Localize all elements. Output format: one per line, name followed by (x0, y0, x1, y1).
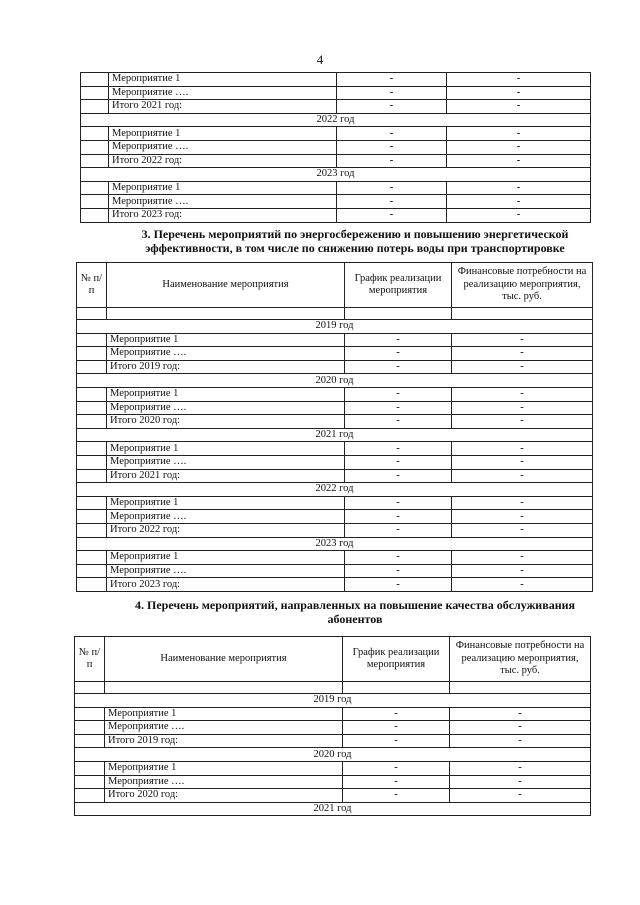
table-row (75, 775, 591, 789)
schedule-value: - (345, 578, 452, 592)
section4-table (74, 636, 591, 816)
row-number (77, 387, 107, 401)
row-number (81, 154, 109, 168)
year-row (77, 374, 593, 388)
year-row (81, 113, 591, 127)
measure-name: Мероприятие 1 (107, 496, 345, 510)
total-label: Итого 2023 год: (107, 578, 345, 592)
schedule-value: - (337, 154, 447, 168)
schedule-value: - (345, 333, 452, 347)
row-number (81, 140, 109, 154)
schedule-value: - (337, 208, 447, 222)
schedule-value: - (345, 469, 452, 483)
header-num: № п/п (77, 263, 107, 308)
year-label: 2021 год (77, 428, 593, 442)
year-row (77, 483, 593, 497)
blank-row (77, 308, 593, 320)
year-row (75, 802, 591, 816)
table-row (81, 73, 591, 87)
table-row (75, 707, 591, 721)
row-number (77, 564, 107, 578)
row-number (81, 208, 109, 222)
table-row (81, 140, 591, 154)
measure-name: Мероприятие …. (107, 564, 345, 578)
measure-name: Мероприятие 1 (107, 387, 345, 401)
schedule-value: - (345, 442, 452, 456)
finance-value: - (452, 469, 593, 483)
header-finance: Финансовые потребности на реализацию мероприятия, тыс. руб. (452, 263, 593, 308)
top-table (80, 72, 591, 223)
table-row (77, 455, 593, 469)
finance-value: - (452, 510, 593, 524)
section4-title: 4. Перечень мероприятий, направленных на повышение качества обслуживания абонентов (134, 598, 576, 626)
table-row (77, 564, 593, 578)
measure-name: Мероприятие 1 (105, 761, 343, 775)
finance-value: - (447, 140, 591, 154)
year-label: 2022 год (77, 483, 593, 497)
table-row (77, 496, 593, 510)
year-row (75, 694, 591, 708)
finance-value: - (450, 721, 591, 735)
total-label: Итого 2021 год: (107, 469, 345, 483)
finance-value: - (447, 86, 591, 100)
measure-name: Мероприятие …. (109, 86, 337, 100)
finance-value: - (452, 387, 593, 401)
table-row (81, 195, 591, 209)
row-number (81, 100, 109, 114)
finance-value: - (447, 73, 591, 87)
row-number (81, 86, 109, 100)
finance-value: - (450, 734, 591, 748)
total-row (77, 415, 593, 429)
measure-name: Мероприятие 1 (107, 333, 345, 347)
schedule-value: - (345, 347, 452, 361)
total-row (81, 100, 591, 114)
header-schedule: График реализации мероприятия (345, 263, 452, 308)
finance-value: - (452, 333, 593, 347)
schedule-value: - (337, 195, 447, 209)
schedule-value: - (345, 510, 452, 524)
finance-value: - (447, 154, 591, 168)
year-label: 2020 год (77, 374, 593, 388)
header-name: Наименование мероприятия (107, 263, 345, 308)
finance-value: - (447, 100, 591, 114)
measure-name: Мероприятие 1 (109, 73, 337, 87)
measure-name: Мероприятие …. (109, 195, 337, 209)
total-row (81, 154, 591, 168)
finance-value: - (447, 127, 591, 141)
measure-name: Мероприятие 1 (105, 707, 343, 721)
row-number (77, 333, 107, 347)
header-finance: Финансовые потребности на реализацию мероприятия, тыс. руб. (450, 637, 591, 682)
measure-name: Мероприятие 1 (107, 442, 345, 456)
row-number (77, 442, 107, 456)
year-label: 2023 год (81, 168, 591, 182)
total-row (77, 523, 593, 537)
table-row (77, 401, 593, 415)
row-number (77, 578, 107, 592)
table-row (75, 721, 591, 735)
row-number (75, 775, 105, 789)
finance-value: - (452, 523, 593, 537)
table-row (77, 551, 593, 565)
measure-name: Мероприятие …. (107, 401, 345, 415)
measure-name: Мероприятие …. (105, 721, 343, 735)
schedule-value: - (345, 551, 452, 565)
schedule-value: - (345, 360, 452, 374)
table-row (77, 510, 593, 524)
measure-name: Мероприятие …. (107, 455, 345, 469)
row-number (77, 360, 107, 374)
schedule-value: - (345, 455, 452, 469)
finance-value: - (452, 360, 593, 374)
year-label: 2022 год (81, 113, 591, 127)
year-row (81, 168, 591, 182)
measure-name: Мероприятие …. (109, 140, 337, 154)
row-number (77, 415, 107, 429)
measure-name: Мероприятие 1 (109, 181, 337, 195)
total-label: Итого 2020 год: (107, 415, 345, 429)
schedule-value: - (345, 523, 452, 537)
row-number (81, 181, 109, 195)
finance-value: - (452, 401, 593, 415)
row-number (75, 789, 105, 803)
row-number (77, 401, 107, 415)
measure-name: Мероприятие 1 (107, 551, 345, 565)
schedule-value: - (337, 181, 447, 195)
row-number (75, 721, 105, 735)
finance-value: - (450, 707, 591, 721)
blank-row (75, 682, 591, 694)
row-number (77, 523, 107, 537)
total-row (77, 469, 593, 483)
measure-name: Мероприятие 1 (109, 127, 337, 141)
year-label: 2019 год (77, 320, 593, 334)
page-number: 4 (316, 52, 324, 67)
table-row (77, 347, 593, 361)
header-num: № п/п (75, 637, 105, 682)
table-row (77, 333, 593, 347)
schedule-value: - (343, 775, 450, 789)
year-row (77, 428, 593, 442)
header-schedule: График реализации мероприятия (343, 637, 450, 682)
row-number (81, 127, 109, 141)
schedule-value: - (343, 707, 450, 721)
total-row (77, 360, 593, 374)
row-number (75, 734, 105, 748)
total-label: Итого 2023 год: (109, 208, 337, 222)
finance-value: - (447, 195, 591, 209)
finance-value: - (452, 455, 593, 469)
total-row (75, 734, 591, 748)
schedule-value: - (337, 100, 447, 114)
table-header (75, 637, 591, 682)
table-header (77, 263, 593, 308)
total-row (75, 789, 591, 803)
finance-value: - (450, 761, 591, 775)
finance-value: - (452, 564, 593, 578)
schedule-value: - (343, 761, 450, 775)
finance-value: - (447, 208, 591, 222)
year-label: 2020 год (75, 748, 591, 762)
year-row (77, 320, 593, 334)
schedule-value: - (345, 401, 452, 415)
total-label: Итого 2021 год: (109, 100, 337, 114)
row-number (77, 455, 107, 469)
section3-title: 3. Перечень мероприятий по энергосбережению и повышению энергетической эффективности, в том числе по снижению потерь воды при транспортировке (141, 227, 569, 255)
row-number (77, 496, 107, 510)
measure-name: Мероприятие …. (105, 775, 343, 789)
year-label: 2021 год (75, 802, 591, 816)
measure-name: Мероприятие …. (107, 510, 345, 524)
finance-value: - (452, 415, 593, 429)
schedule-value: - (343, 721, 450, 735)
finance-value: - (452, 496, 593, 510)
finance-value: - (452, 347, 593, 361)
row-number (77, 551, 107, 565)
schedule-value: - (337, 86, 447, 100)
finance-value: - (450, 789, 591, 803)
schedule-value: - (337, 73, 447, 87)
finance-value: - (452, 442, 593, 456)
table-row (77, 387, 593, 401)
total-row (77, 578, 593, 592)
total-label: Итого 2022 год: (107, 523, 345, 537)
total-label: Итого 2020 год: (105, 789, 343, 803)
schedule-value: - (337, 140, 447, 154)
row-number (81, 73, 109, 87)
row-number (75, 761, 105, 775)
finance-value: - (450, 775, 591, 789)
finance-value: - (452, 551, 593, 565)
total-label: Итого 2022 год: (109, 154, 337, 168)
table-row (75, 761, 591, 775)
measure-name: Мероприятие …. (107, 347, 345, 361)
schedule-value: - (343, 789, 450, 803)
year-row (77, 537, 593, 551)
finance-value: - (447, 181, 591, 195)
schedule-value: - (345, 415, 452, 429)
row-number (77, 510, 107, 524)
year-label: 2023 год (77, 537, 593, 551)
schedule-value: - (345, 496, 452, 510)
header-name: Наименование мероприятия (105, 637, 343, 682)
row-number (81, 195, 109, 209)
schedule-value: - (343, 734, 450, 748)
table-row (81, 86, 591, 100)
total-row (81, 208, 591, 222)
total-label: Итого 2019 год: (105, 734, 343, 748)
row-number (77, 469, 107, 483)
table-row (81, 127, 591, 141)
finance-value: - (452, 578, 593, 592)
schedule-value: - (337, 127, 447, 141)
section3-table (76, 262, 593, 592)
schedule-value: - (345, 387, 452, 401)
table-row (81, 181, 591, 195)
year-label: 2019 год (75, 694, 591, 708)
row-number (75, 707, 105, 721)
row-number (77, 347, 107, 361)
schedule-value: - (345, 564, 452, 578)
total-label: Итого 2019 год: (107, 360, 345, 374)
table-row (77, 442, 593, 456)
year-row (75, 748, 591, 762)
